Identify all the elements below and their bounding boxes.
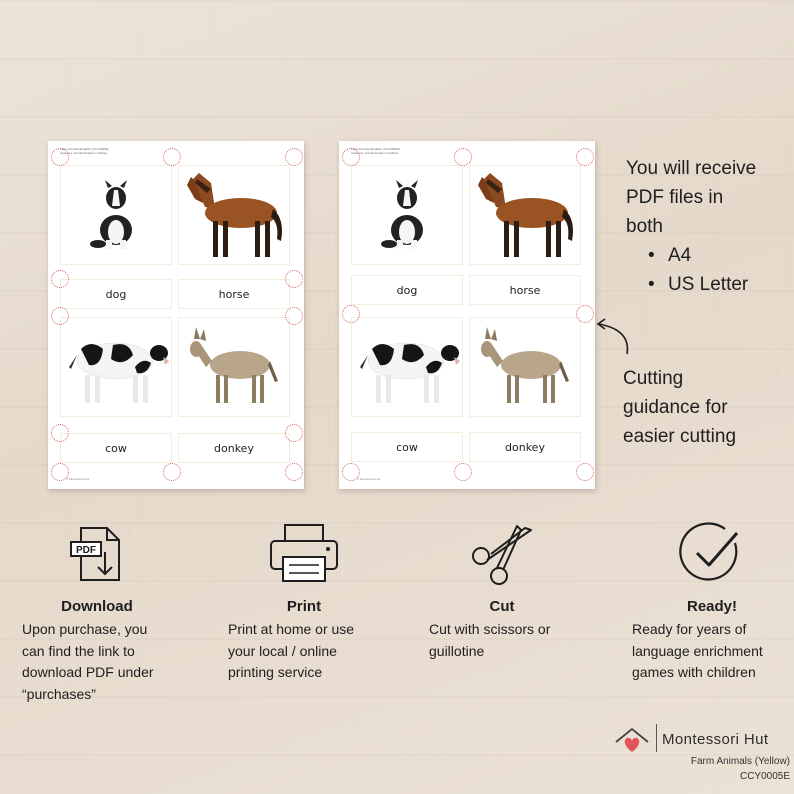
sheet-header: Farm Animals (English) (CCY0005E) Category: Animal Kingdom (Yellow) <box>351 147 400 155</box>
feature-desc: Upon purchase, you can find the link to download PDF under “purchases” <box>22 621 154 702</box>
cut-guide-circle <box>454 463 472 481</box>
cow-illustration <box>63 327 169 407</box>
label-card-donkey: donkey <box>469 432 581 462</box>
cut-guide-circle <box>576 305 594 323</box>
product-name: Farm Animals (Yellow) <box>690 756 790 767</box>
cut-guide-circle <box>454 148 472 166</box>
feature-title: Ready! <box>686 598 738 615</box>
card-dog-picture <box>60 165 172 265</box>
card-dog-picture <box>351 165 463 265</box>
brand-name: Montessori Hut <box>662 731 769 748</box>
brand-divider <box>656 724 657 752</box>
cut-guide-circle <box>51 307 69 325</box>
cut-guide-circle <box>163 148 181 166</box>
format-info: You will receive PDF files in both • A4 • US Letter <box>626 154 756 299</box>
horse-illustration <box>472 169 578 261</box>
cut-guide-circle <box>163 463 181 481</box>
feature-cut <box>429 520 599 662</box>
scissors-icon <box>469 522 535 586</box>
format-item-a4: • A4 <box>648 241 756 270</box>
card-cow-picture <box>60 317 172 417</box>
feature-title: Print <box>286 598 322 615</box>
cut-guide-circle <box>576 463 594 481</box>
cut-guide-circle <box>51 424 69 442</box>
cut-guide-circle <box>51 148 69 166</box>
label-card-horse: horse <box>178 279 290 309</box>
card-horse-picture <box>178 165 290 265</box>
pdf-download-icon <box>67 524 127 584</box>
horse-illustration <box>181 169 287 261</box>
format-item-us-letter: • US Letter <box>648 270 756 299</box>
sheet-header: Farm Animals (English) (CCY0005E) Category: Animal Kingdom (Yellow) <box>60 147 109 155</box>
label-card-dog: dog <box>60 279 172 309</box>
curved-arrow-icon <box>593 316 635 358</box>
cut-guide-circle <box>285 270 303 288</box>
dog-illustration <box>86 180 146 250</box>
feature-desc: Cut with scissors or guillotine <box>429 621 551 659</box>
cut-guide-circle <box>576 148 594 166</box>
card-donkey-picture <box>469 317 581 417</box>
sheet-footer: © Montessori Hut <box>66 477 90 481</box>
card-sheet-us-letter <box>339 141 595 489</box>
donkey-illustration <box>186 327 282 407</box>
printer-icon <box>267 523 341 585</box>
label-card-cow: cow <box>351 432 463 462</box>
feature-title: Cut <box>489 598 515 615</box>
cut-guide-circle <box>285 463 303 481</box>
donkey-illustration <box>477 327 573 407</box>
label-card-donkey: donkey <box>178 433 290 463</box>
product-code: CCY0005E <box>739 771 790 782</box>
card-donkey-picture <box>178 317 290 417</box>
card-horse-picture <box>469 165 581 265</box>
dog-illustration <box>377 180 437 250</box>
cut-guide-circle <box>285 148 303 166</box>
format-list <box>648 241 756 299</box>
svg-text:PDF: PDF <box>76 545 96 556</box>
feature-ready <box>632 520 794 684</box>
cow-illustration <box>354 327 460 407</box>
feature-desc: Ready for years of language enrichment games with children <box>632 621 763 680</box>
label-card-dog: dog <box>351 275 463 305</box>
card-sheet-a4 <box>48 141 304 489</box>
cut-guide-circle <box>342 148 360 166</box>
cut-guide-circle <box>285 424 303 442</box>
cut-guide-circle <box>342 305 360 323</box>
label-card-horse: horse <box>469 275 581 305</box>
feature-desc: Print at home or use your local / online printing service <box>228 621 355 680</box>
cut-guide-circle <box>51 270 69 288</box>
cut-guide-circle <box>285 307 303 325</box>
cutting-info: Cutting guidance for easier cutting <box>623 368 737 447</box>
feature-print <box>228 520 398 684</box>
check-circle-icon <box>679 521 745 587</box>
card-cow-picture <box>351 317 463 417</box>
label-card-cow: cow <box>60 433 172 463</box>
feature-title: Download <box>61 598 133 615</box>
sheet-footer: © Montessori Hut <box>357 477 381 481</box>
house-heart-logo-icon <box>612 726 652 756</box>
feature-download <box>22 520 192 705</box>
